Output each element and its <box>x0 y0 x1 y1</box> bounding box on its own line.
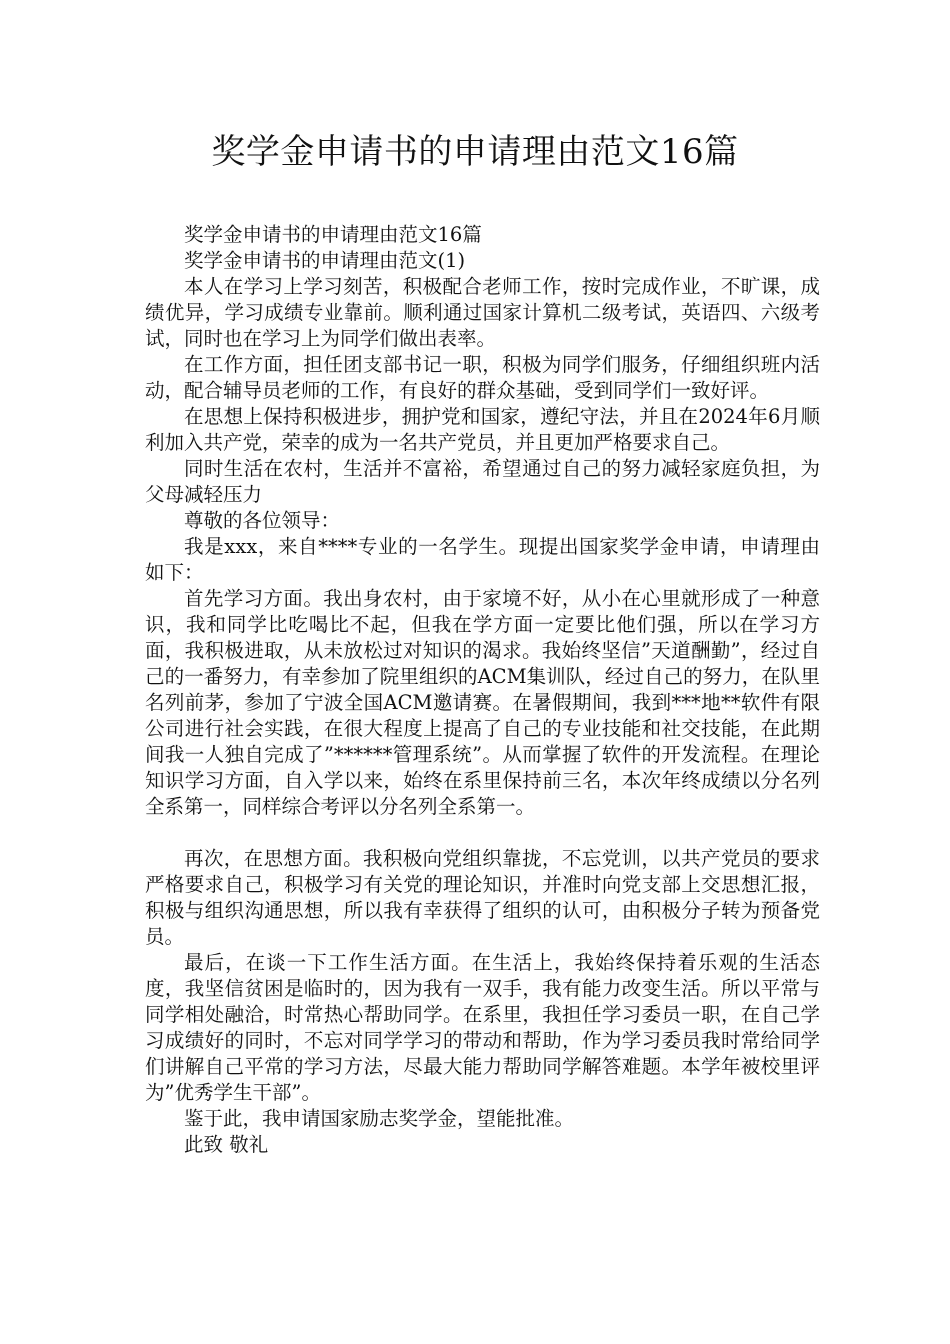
paragraph-intro: 我是xxx，来自****专业的一名学生。现提出国家奖学金申请，申请理由如下： <box>145 535 820 584</box>
paragraph-family: 同时生活在农村，生活并不富裕，希望通过自己的努力减轻家庭负担，为父母减轻压力 <box>145 457 820 506</box>
paragraph-first-study: 首先学习方面。我出身农村，由于家境不好，从小在心里就形成了一种意识，我和同学比吃喝比不起，但我在学方面一定要比他们强，所以在学习方面，我积极进取，从未放松过对知识的渴求。我始终坚信”天道酬勤”，经过自己的一番努力，有幸参加了院里组织的ACM集训队，经过自己的努力，在队里名列前茅，参加了宁波全国ACM邀请赛。在暑假期间，我到***地**软件有限公司进行社会实践，在很大程度上提高了自己的专业技能和社交技能，在此期间我一人独自完成了”******管理系统”。从而掌握了软件的开发流程。在理论知识学习方面，自入学以来，始终在系里保持前三名，本次年终成绩以分名列全系第一，同样综合考评以分名列全系第一。 <box>145 587 820 818</box>
paragraph-work: 在工作方面，担任团支部书记一职，积极为同学们服务，仔细组织班内活动，配合辅导员老师的工作，有良好的群众基础，受到同学们一致好评。 <box>145 353 820 402</box>
document-body <box>145 222 820 1158</box>
subtitle-line: 奖学金申请书的申请理由范文16篇 <box>184 223 482 246</box>
paragraph-request: 鉴于此，我申请国家励志奖学金，望能批准。 <box>184 1107 575 1130</box>
paragraph-study: 本人在学习上学习刻苦，积极配合老师工作，按时完成作业，不旷课，成绩优异，学习成绩专业靠前。顺利通过国家计算机二级考试，英语四、六级考试，同时也在学习上为同学们做出表率。 <box>145 275 820 350</box>
paragraph-last-life: 最后，在谈一下工作生活方面。在生活上，我始终保持着乐观的生活态度，我坚信贫困是临时的，因为我有一双手，我有能力改变生活。所以平常与同学相处融洽，时常热心帮助同学。在系里，我担任学习委员一职，在自己学习成绩好的同时，不忘对同学学习的带动和帮助，作为学习委员我时常给同学们讲解自己平常的学习方法，尽最大能力帮助同学解答难题。本学年被校里评为”优秀学生干部”。 <box>145 951 820 1104</box>
document-title: 奖学金申请书的申请理由范文16篇 <box>211 132 739 172</box>
paragraph-second-ideology: 再次，在思想方面。我积极向党组织靠拢，不忘党训，以共产党员的要求严格要求自己，积极学习有关党的理论知识，并准时向党支部上交思想汇报，积极与组织沟通思想，所以我有幸获得了组织的认可，由积极分子转为预备党员。 <box>145 847 820 948</box>
closing: 此致 敬礼 <box>184 1133 269 1156</box>
paragraph-ideology: 在思想上保持积极进步，拥护党和国家，遵纪守法，并且在2024年6月顺利加入共产党，荣幸的成为一名共产党员，并且更加严格要求自己。 <box>145 405 820 454</box>
salutation: 尊敬的各位领导： <box>184 509 341 532</box>
section-heading: 奖学金申请书的申请理由范文(1) <box>184 249 466 272</box>
